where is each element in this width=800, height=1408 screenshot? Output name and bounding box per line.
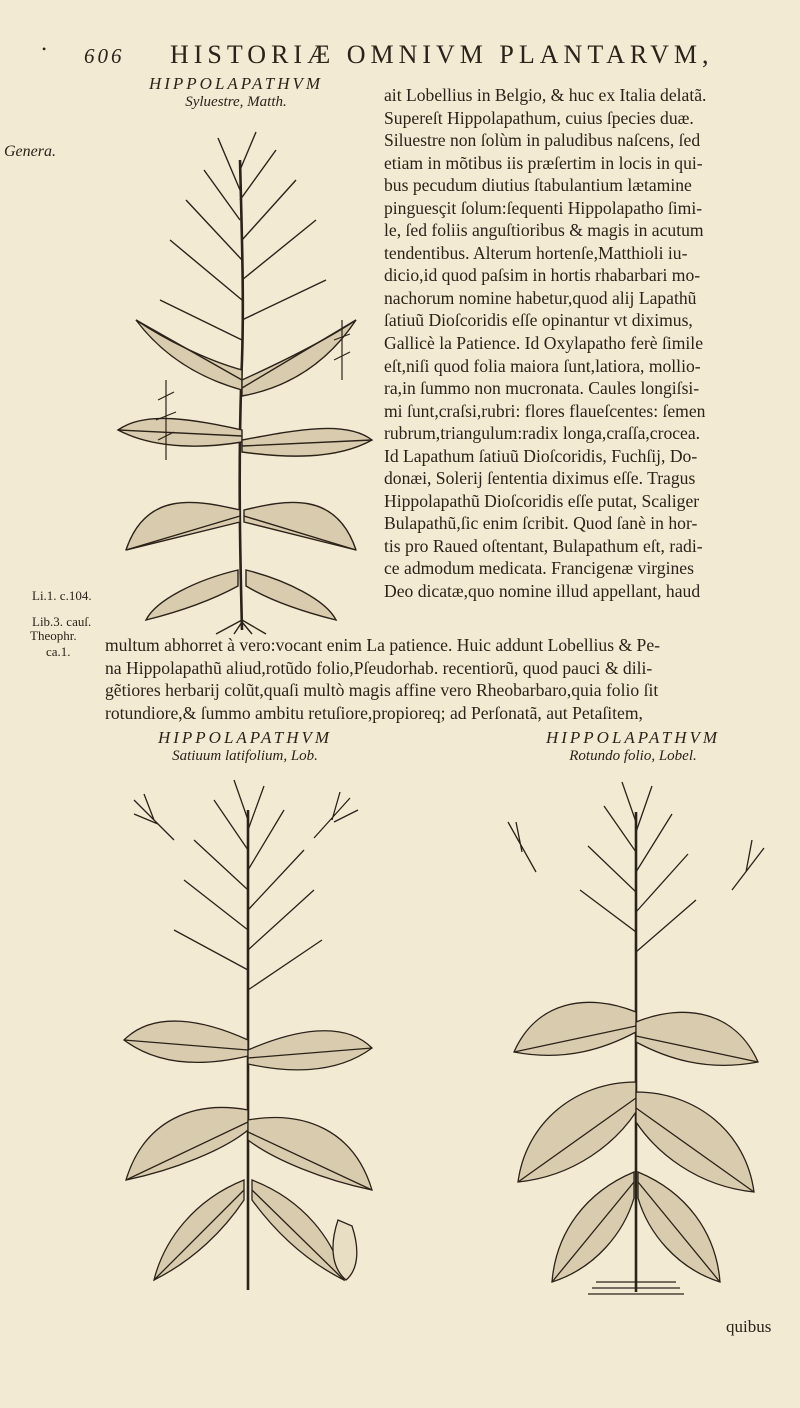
text-line: eſt,niſi quod folia maiora ſunt,latiora, mollio- — [384, 355, 701, 376]
figure-left-subtitle: Satiuum latifolium, Lob. — [172, 748, 318, 764]
figure-right-subtitle: Rotundo folio, Lobel. — [569, 748, 697, 764]
text-line: mi ſunt,craſsi,rubri: flores flaueſcentes: ſemen — [384, 400, 706, 421]
figure-left-title: HIPPOLAPATHVM — [157, 728, 333, 747]
text-line: bus pecudum diutius ſtabulantium lætamine — [384, 175, 692, 196]
woodcut-hippolapathum-satiuum — [114, 780, 382, 1300]
margin-note-reference: Theophr. — [30, 628, 77, 643]
text-line: pinguesçit ſolum:ſequenti Hippolapatho ſimi- — [384, 197, 703, 218]
catchword: quibus — [726, 1317, 772, 1336]
text-line: le, ſed foliis anguſtioribus & magis in acutum — [384, 220, 704, 241]
text-line: donæi, Solerij ſententia diximus eſſe. Tragus — [384, 468, 696, 489]
page-mark: • — [42, 42, 47, 56]
text-line: Bulapathũ,ſic enim ſcribit. Quod ſanè in hor- — [384, 513, 698, 534]
text-line: ra,in ſummo non mucronata. Caules longiſsi- — [384, 378, 700, 399]
figure-left-caption — [120, 728, 370, 765]
text-line: ce admodum medicata. Francigenæ virgines — [384, 558, 694, 579]
text-line: Id Lapathum ſatiuũ Dioſcoridis, Fuchſij, Do- — [384, 445, 698, 466]
body-text-column — [384, 84, 794, 603]
text-line: Hippolapathũ Dioſcoridis eſſe putat, Scaliger — [384, 490, 700, 511]
text-line: dicio,id quod paſsim in hortis rhabarbari mo- — [384, 265, 701, 286]
margin-note-genera: Genera. — [4, 143, 56, 160]
woodcut-hippolapathum-sylvestre — [106, 130, 378, 634]
text-line: etiam in mõtibus iis præſertim in locis in qui- — [384, 152, 703, 173]
figure-top-title: HIPPOLAPATHVM — [148, 74, 324, 93]
text-line: ſatiuũ Dioſcoridis eſſe opinantur vt diximus, — [384, 310, 693, 331]
text-line: Supereſt Hippolapathum, cuius ſpecies duæ. — [384, 107, 694, 128]
margin-note-reference: ca.1. — [46, 644, 71, 659]
margin-note-reference: Lib.3. cauſ. — [32, 614, 92, 629]
text-line: tis pro Raued oſtentant, Bulapathum eſt, radi- — [384, 535, 703, 556]
text-line: nachorum nomine habetur,quod alij Lapathũ — [384, 287, 697, 308]
figure-top-caption — [108, 74, 364, 111]
figure-right-title: HIPPOLAPATHVM — [545, 728, 721, 747]
text-line: rubrum,triangulum:radix longa,craſſa,crocea. — [384, 423, 701, 444]
running-head: HISTORIÆ OMNIVM PLANTARVM, — [170, 40, 714, 69]
figure-right-caption — [508, 728, 758, 765]
text-line: Deo dicatæ,quo nomine illud appellant, haud — [384, 581, 701, 602]
margin-note-reference: Li.1. c.104. — [32, 588, 92, 603]
text-line: Gallicè la Patience. Id Oxylapatho ferè ſimile — [384, 333, 703, 354]
page-number: 606 — [84, 44, 125, 68]
text-line: rotundiore,& ſummo ambitu retuſiore,propioreq; ad Perſonatã, aut Petaſitem, — [105, 702, 643, 723]
body-text-full — [105, 634, 795, 724]
text-line: ait Lobellius in Belgio, & huc ex Italia delatã. — [384, 85, 707, 105]
text-line: multum abhorret à vero:vocant enim La patience. Huic addunt Lobellius & Pe- — [105, 635, 661, 655]
text-line: tendentibus. Alterum hortenſe,Matthioli iu- — [384, 242, 688, 263]
text-line: na Hippolapathũ aliud,rotũdo folio,Pſeudorhab. recentiorũ, quod pauci & dili- — [105, 657, 653, 678]
figure-top-subtitle: Syluestre, Matth. — [185, 94, 287, 110]
text-line: Siluestre non ſolùm in paludibus naſcens, ſed — [384, 130, 701, 151]
woodcut-hippolapathum-rotundo — [496, 782, 786, 1302]
text-line: gẽtiores herbarij colũt,quaſi multò magis affine vero Rheobarbaro,quia folio ſit — [105, 680, 659, 700]
